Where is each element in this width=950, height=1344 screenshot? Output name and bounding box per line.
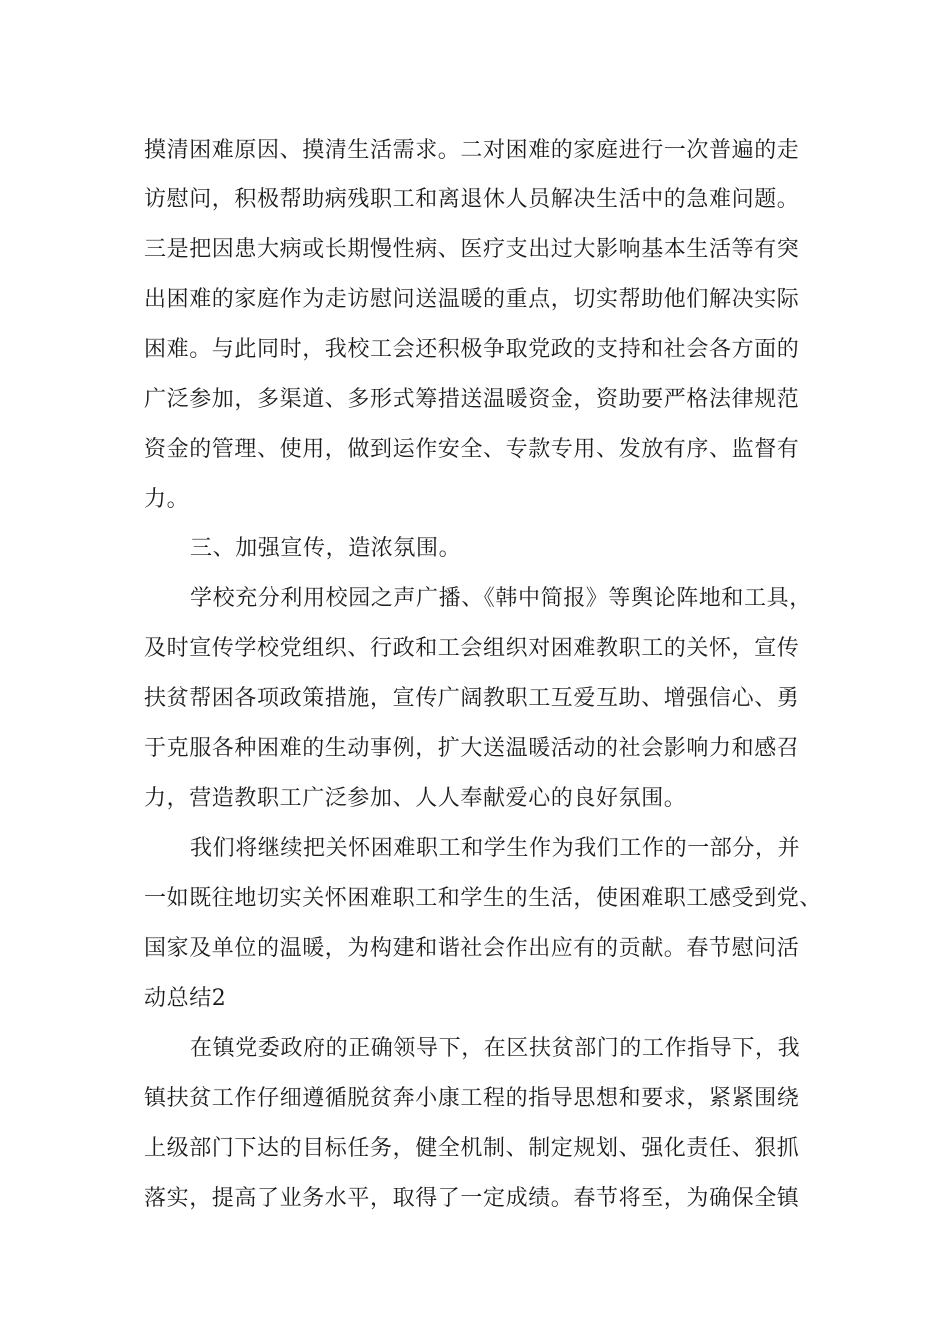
text-line: 困难。与此同时，我校工会还积极争取党政的支持和社会各方面的 (144, 337, 800, 362)
paragraph-first-line: 在镇党委政府的正确领导下，在区扶贫部门的工作指导下，我 (190, 1036, 801, 1061)
text-line: 镇扶贫工作仔细遵循脱贫奔小康工程的指导思想和要求，紧紧围绕 (144, 1086, 800, 1111)
text-line: 落实，提高了业务水平，取得了一定成绩。春节将至，为确保全镇 (144, 1186, 800, 1211)
text-line: 及时宣传学校党组织、行政和工会组织对困难教职工的关怀，宣传 (144, 636, 800, 661)
text-line: 出困难的家庭作为走访慰问送温暖的重点，切实帮助他们解决实际 (144, 287, 800, 312)
text-line: 动总结2 (144, 986, 227, 1011)
text-line: 国家及单位的温暖，为构建和谐社会作出应有的贡献。春节慰问活 (144, 936, 800, 961)
paragraph-first-line: 学校充分利用校园之声广播、《韩中简报》等舆论阵地和工具， (190, 586, 812, 611)
section-heading: 三、加强宣传，造浓氛围。 (190, 536, 462, 561)
text-line: 摸清困难原因、摸清生活需求。二对困难的家庭进行一次普遍的走 (144, 138, 800, 163)
text-line: 力。 (144, 487, 190, 512)
text-line: 扶贫帮困各项政策措施，宣传广阔教职工互爱互助、增强信心、勇 (144, 686, 800, 711)
paragraph-first-line: 我们将继续把关怀困难职工和学生作为我们工作的一部分，并 (190, 836, 801, 861)
text-line: 访慰问，积极帮助病残职工和离退休人员解决生活中的急难问题。 (144, 187, 800, 212)
text-line: 上级部门下达的目标任务，健全机制、制定规划、强化责任、狠抓 (144, 1136, 800, 1161)
text-line: 一如既往地切实关怀困难职工和学生的生活，使困难职工感受到党、 (144, 886, 823, 911)
text-line: 资金的管理、使用，做到运作安全、专款专用、发放有序、监督有 (144, 437, 800, 462)
text-line: 力，营造教职工广泛参加、人人奉献爱心的良好氛围。 (144, 786, 687, 811)
text-line: 于克服各种困难的生动事例，扩大送温暖活动的社会影响力和感召 (144, 736, 800, 761)
text-line: 三是把因患大病或长期慢性病、医疗支出过大影响基本生活等有突 (144, 237, 800, 262)
text-line: 广泛参加，多渠道、多形式筹措送温暖资金，资助要严格法律规范 (144, 387, 800, 412)
